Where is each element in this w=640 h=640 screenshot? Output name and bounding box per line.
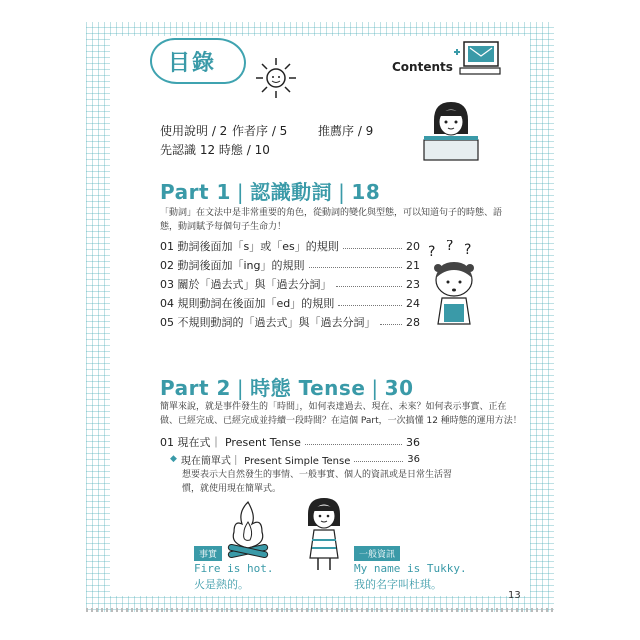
part2-heading[interactable] (160, 372, 414, 401)
separator: | (371, 376, 379, 400)
dot-leader (336, 281, 403, 287)
toc-front-recommendation[interactable]: 推薦序 / 9 (318, 124, 374, 138)
toc-sub-entry-page: 36 (407, 453, 420, 465)
page-number: 13 (508, 590, 521, 601)
toc-entry[interactable] (160, 295, 420, 311)
toc-entry-page: 28 (406, 315, 420, 329)
campfire-illustration (222, 500, 274, 560)
toc-entry-page: 21 (406, 258, 420, 272)
separator: | (236, 180, 245, 204)
toc-entry-page: 36 (406, 435, 420, 449)
toc-front-12-tenses[interactable]: 先認識 12 時態 / 10 (160, 143, 270, 157)
example-sentence-en: Fire is hot. (194, 562, 274, 575)
part2-desc-line-1: 簡單來說，就是事件發生的「時間」，如何表達過去、現在、未來？如何表示事實、正在 (160, 402, 507, 412)
tukky-standing-illustration (300, 496, 348, 572)
girl-at-desk-illustration (420, 100, 482, 162)
part2-description (160, 400, 522, 428)
contents-label: Contents (392, 60, 453, 74)
toc-entry-page: 24 (406, 296, 420, 310)
part2-desc-line-2: 做、已經完成、已經完成並持續一段時間？在這個 Part，一次搞懂 12 種時態的運用方法！ (160, 416, 522, 426)
dot-leader (305, 439, 402, 445)
part1-title: 認識動詞 (250, 180, 333, 204)
dot-leader (380, 319, 403, 325)
separator: | (236, 376, 245, 400)
dot-leader (309, 262, 402, 268)
computer-mail-icon (452, 40, 502, 78)
part1-heading[interactable] (160, 176, 380, 205)
part2-title: 時態 Tense (250, 376, 366, 400)
part1-label: Part 1 (160, 180, 231, 204)
footer-strip (86, 608, 554, 612)
thinking-girl-illustration (424, 240, 488, 326)
example-tag-info: 一般資訊 (354, 546, 400, 561)
toc-entry-label: 03 關於「過去式」與「過去分詞」 (160, 278, 332, 291)
dot-leader (338, 300, 402, 306)
toc-entry-label: 02 動詞後面加「ing」的規則 (160, 259, 305, 272)
example-tag-fact: 事實 (194, 546, 222, 561)
part1-page: 18 (351, 180, 381, 204)
toc-entry[interactable] (160, 314, 420, 330)
toc-entry-label: 01 現在式｜ Present Tense (160, 436, 301, 449)
svg-text:?: ? (428, 244, 436, 260)
toc-sub-entry[interactable] (170, 452, 420, 466)
sun-icon (254, 56, 298, 100)
example-sentence-zh: 火是熱的。 (194, 578, 249, 591)
sub-description (182, 468, 452, 496)
sub-desc-line-2: 慣，就使用現在簡單式。 (182, 484, 282, 494)
part2-page: 30 (384, 376, 414, 400)
sub-desc-line-1: 想要表示大自然發生的事情、一般事實、個人的資訊或是日常生活習 (182, 470, 453, 480)
toc-entry-label: 01 動詞後面加「s」或「es」的規則 (160, 240, 339, 253)
toc-front-author-preface[interactable]: 作者序 / 5 (232, 124, 288, 138)
part1-description (160, 206, 502, 234)
page-title: 目錄 (168, 51, 217, 76)
toc-entry[interactable] (160, 434, 420, 450)
example-sentence-en: My name is Tukky. (354, 562, 467, 575)
toc-entry[interactable] (160, 238, 420, 254)
toc-entry-page: 20 (406, 239, 420, 253)
svg-text:?: ? (464, 242, 472, 258)
example-sentence-zh: 我的名字叫杜琪。 (354, 578, 442, 591)
dot-leader (343, 243, 402, 249)
dot-leader (354, 456, 403, 462)
part1-desc-line-2: 態，動詞賦予每個句子生命力！ (160, 222, 287, 232)
toc-entry[interactable] (160, 276, 420, 292)
bullet-icon: ◆ (170, 454, 177, 464)
toc-entry[interactable] (160, 257, 420, 273)
part2-label: Part 2 (160, 376, 231, 400)
part1-desc-line-1: 「動詞」在文法中是非常重要的角色，從動詞的變化與型態，可以知道句子的時態、語 (160, 208, 503, 218)
separator: | (338, 180, 346, 204)
toc-entry-label: 05 不規則動詞的「過去式」與「過去分詞」 (160, 316, 376, 329)
toc-entry-label: 04 規則動詞在後面加「ed」的規則 (160, 297, 335, 310)
toc-front-usage[interactable]: 使用說明 / 2 (160, 124, 228, 138)
toc-sub-entry-label: 現在簡單式｜ Present Simple Tense (180, 455, 351, 467)
svg-text:?: ? (446, 240, 454, 254)
toc-entry-page: 23 (406, 277, 420, 291)
